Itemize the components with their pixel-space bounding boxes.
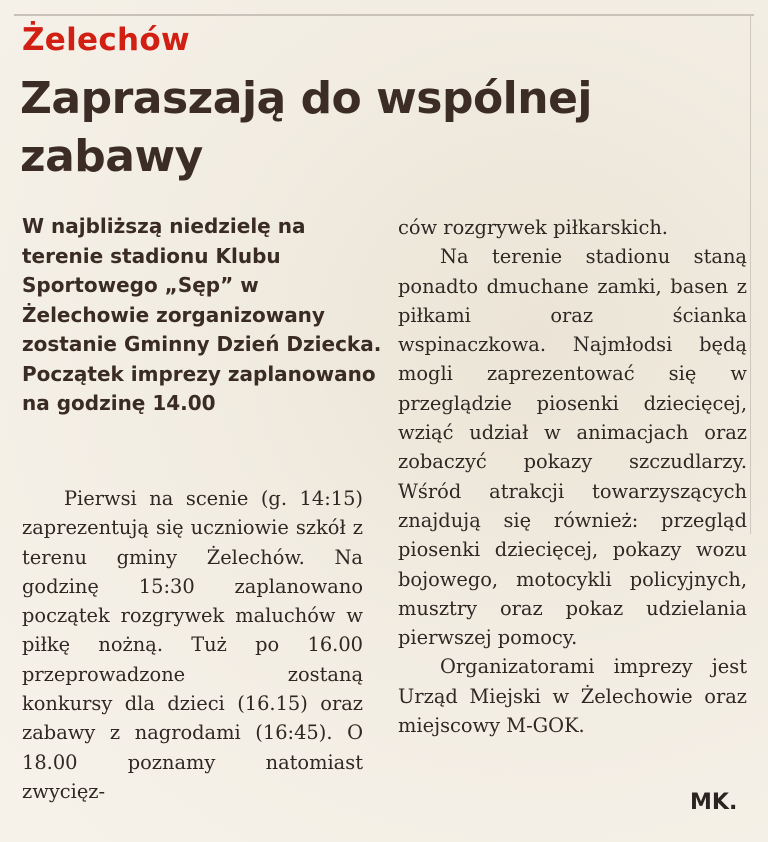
- article-column-2: [398, 213, 747, 740]
- top-rule: [14, 14, 754, 16]
- column-2-paragraph: ców rozgrywek piłkarskich.: [398, 216, 668, 239]
- article-column-1: Pierwsi na scenie (g. 14:15) zaprezentują się uczniowie szkół z terenu gminy Żelechów. Na godzinę 15:30 zaplanowano początek rozgrywek maluchów w piłkę nożną. Tuż po 16.00 przeprowadzone zostaną konkursy dla dzieci (16.15) oraz zabawy z nagrodami (16:45). O 18.00 poznamy natomiast zwycięz-: [22, 487, 363, 803]
- column-2-paragraph: Na terenie stadionu staną ponadto dmuchane zamki, basen z piłkami oraz ścianka wspinaczkowa. Najmłodsi będą mogli zaprezentować się w przeglądzie piosenki dziecięcej, wziąć udział w animacjach oraz zobaczyć pokazy szczudlarzy. Wśród atrakcji towarzyszących znajdują się również: przegląd piosenki dziecięcej, pokazy wozu bojowego, motocykli policyjnych, musztry oraz pokaz udzielania pierwszej pomocy.: [398, 245, 747, 650]
- article-lead: W najbliższą niedzielę na terenie stadionu Klubu Sportowego „Sęp” w Żelechowie zorganizowany zostanie Gminny Dzień Dziecka. Początek imprezy zaplanowano na godzinę 14.00: [22, 214, 382, 415]
- article-headline: Zapraszają do wspólnej zabawy: [20, 73, 592, 182]
- column-rule: [750, 14, 751, 534]
- author-signature: MK.: [690, 790, 738, 815]
- column-2-paragraph: Organizatorami imprezy jest Urząd Miejski w Żelechowie oraz miejscowy M-GOK.: [398, 655, 747, 738]
- article-kicker: Żelechów: [22, 22, 190, 58]
